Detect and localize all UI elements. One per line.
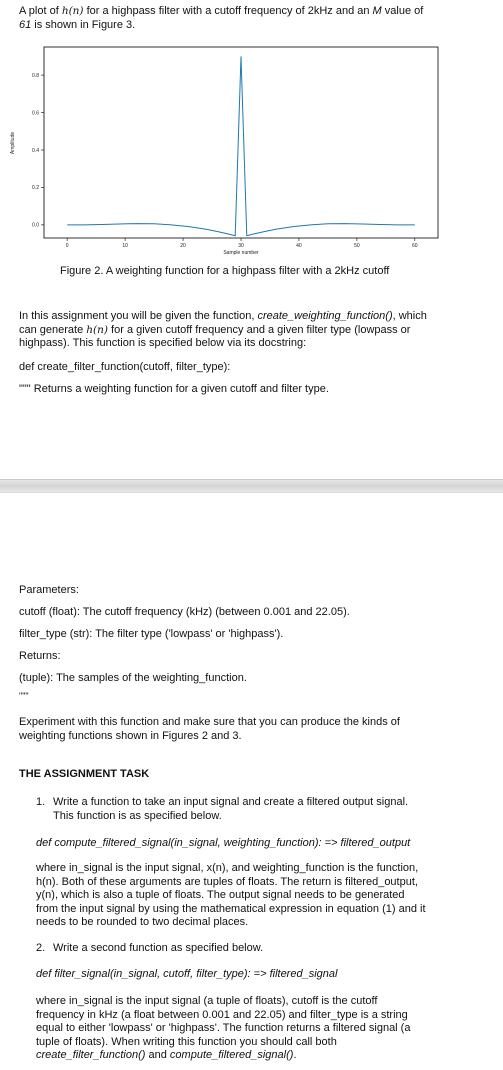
function-name: create_weighting_function() [257, 310, 393, 322]
para-line-2: can generate h(n) for a given cutoff frequency and a given filter type (lowpass or [19, 323, 411, 336]
amplitude-chart [0, 40, 503, 262]
docstring-close: """ [19, 691, 29, 701]
y-tick-label: 0.8 [32, 72, 39, 79]
item-number: 2. [36, 942, 46, 954]
y-tick-label: 0.4 [32, 147, 39, 154]
x-tick-label: 60 [412, 243, 418, 249]
series-line [67, 56, 415, 235]
parameters-label: Parameters: [19, 584, 79, 596]
x-tick-label: 20 [180, 243, 186, 249]
experiment-paragraph: Experiment with this function and make sure that you can produce the kinds of weighting functions shown in Figures 2 and 3. [19, 716, 400, 742]
math-M: M [372, 5, 382, 17]
y-axis-label: Amplitude [10, 131, 16, 155]
task-heading: THE ASSIGNMENT TASK [19, 768, 150, 780]
returns-label: Returns: [19, 650, 61, 662]
math-h-n: h(n) [61, 5, 84, 17]
def-line: def create_filter_function(cutoff, filter_type): [19, 361, 231, 373]
math-h-n: h(n) [86, 323, 108, 336]
task-item-2: 2. Write a second function as specified below. [36, 942, 264, 954]
x-tick-label: 0 [65, 243, 69, 249]
para-line-3: highpass). This function is specified below via its docstring: [19, 337, 307, 349]
x-tick-label: 40 [296, 243, 302, 249]
docstring-line: """ Returns a weighting function for a given cutoff and filter type. [19, 383, 329, 395]
x-tick-label: 30 [238, 243, 244, 249]
desc2-last-line: create_filter_function() and compute_filtered_signal(). [36, 1049, 297, 1061]
page-divider [0, 477, 503, 495]
description-2: where in_signal is the input signal (a tuple of floats), cutoff is the cutoff frequency in kHz (a float between 0.001 and 22.05) and filter_type is a string equal to either 'lowpass' or 'highpass'. The function returns a filtered signal (a tuple of floats). When writing this function you should call both create_filter_function() and compute_filtered_signal(). [36, 995, 476, 1063]
x-tick-label: 10 [122, 243, 128, 249]
figure-caption: Figure 2. A weighting function for a highpass filter with a 2kHz cutoff [60, 265, 390, 277]
para-line-1: In this assignment you will be given the function, create_weighting_function(), which [19, 310, 427, 322]
y-tick-label: 0.6 [32, 110, 39, 117]
x-tick-label: 50 [354, 243, 360, 249]
intro-paragraph [19, 5, 489, 32]
x-axis-label: Sample number [223, 250, 259, 256]
description-1: where in_signal is the input signal, x(n), and weighting_function is the function, h(n). Both of these arguments are tuples of floats. The return is filtered_output, y(n), which is also a tuple of floats. The output signal needs to be generated from the input signal by using the mathematical expression in equation (1) and it needs to be rounded to two decimal places. [36, 862, 426, 928]
signature-filter-signal: def filter_signal(in_signal, cutoff, filter_type): => filtered_signal [36, 968, 338, 980]
param-cutoff: cutoff (float): The cutoff frequency (kHz) (between 0.001 and 22.05). [19, 606, 350, 618]
returns-desc: (tuple): The samples of the weighting_function. [19, 672, 247, 684]
intro-line-2: 61 is shown in Figure 3. [19, 18, 136, 31]
assignment-paragraph [19, 310, 489, 351]
intro-line-1: A plot of h(n) for a highpass filter with a cutoff frequency of 2kHz and an M value of [19, 5, 424, 17]
chart-axes-frame [44, 47, 438, 238]
task-item-1: 1. Write a function to take an input signal and create a filtered output signal. This function is as specified below. [36, 796, 409, 822]
signature-compute-filtered-signal: def compute_filtered_signal(in_signal, weighting_function): => filtered_output [36, 837, 411, 849]
item-number: 1. [36, 796, 46, 808]
y-tick-label: 0.0 [32, 222, 39, 229]
param-filter-type: filter_type (str): The filter type ('lowpass' or 'highpass'). [19, 628, 284, 640]
y-tick-label: 0.2 [32, 185, 39, 192]
